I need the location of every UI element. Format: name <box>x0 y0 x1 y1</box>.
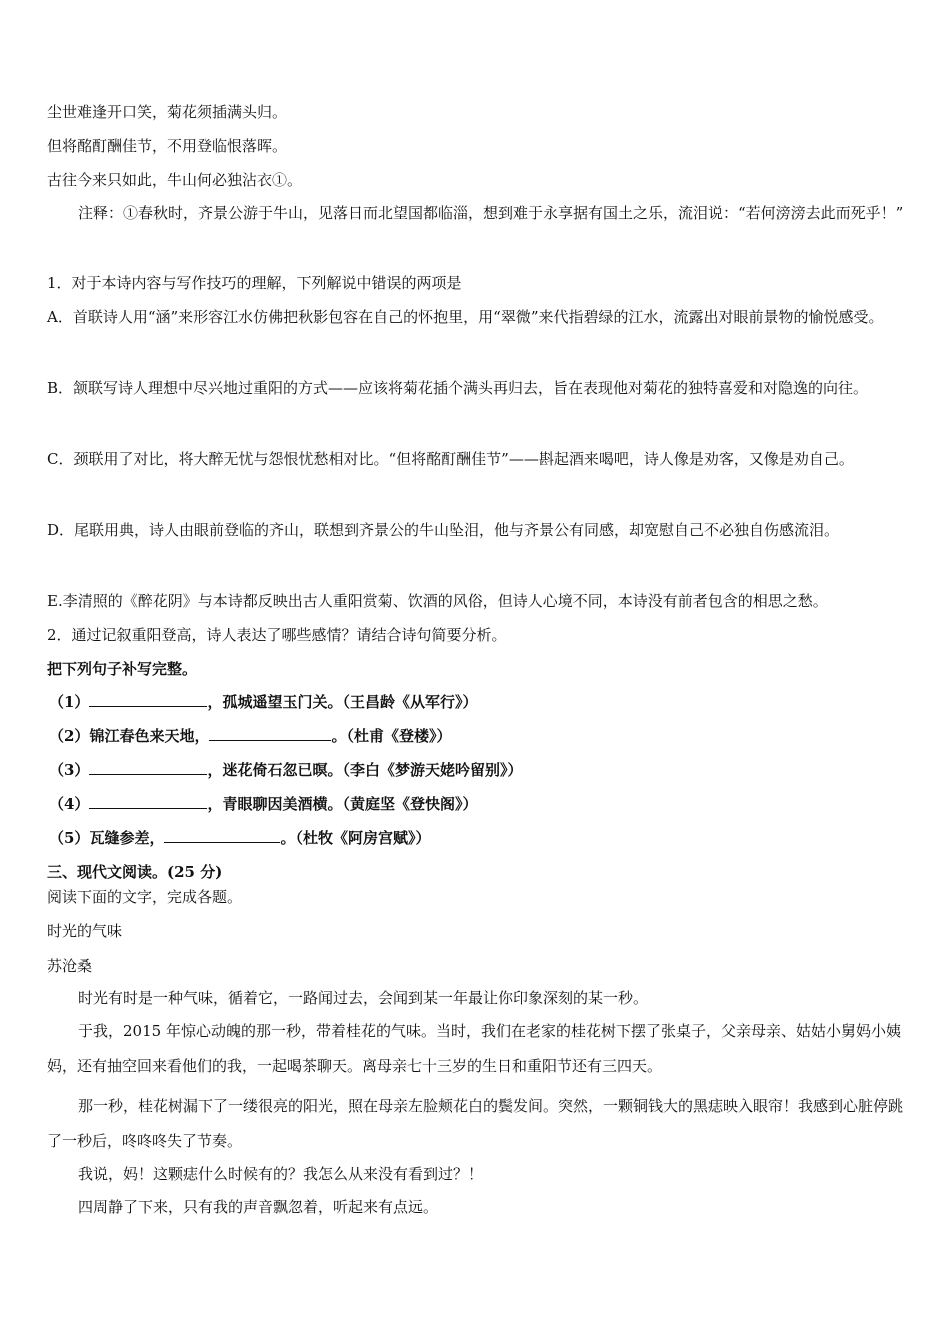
answer-blank[interactable] <box>89 760 207 775</box>
article-author: 苏沧桑 <box>47 957 93 975</box>
fill-item-5 <box>49 827 907 849</box>
article-paragraph-4: 我说，妈！这颗痣什么时候有的？我怎么从来没有看到过？！ <box>78 1165 484 1183</box>
article-paragraph-5: 四周静了下来，只有我的声音飘忽着，听起来有点远。 <box>78 1198 439 1216</box>
answer-blank[interactable] <box>89 692 207 707</box>
fill-item-text: 。（杜甫《登楼》） <box>331 727 452 745</box>
fill-heading: 把下列句子补写完整。 <box>47 660 198 678</box>
fill-item-text: ，迷花倚石忽已暝。（李白《梦游天姥吟留别》） <box>207 761 523 779</box>
fill-item-text: ，青眼聊因美酒横。（黄庭坚《登快阁》） <box>207 795 478 813</box>
answer-blank[interactable] <box>164 828 280 843</box>
question-1-option-c: C．颈联用了对比，将大醉无忧与怨恨忧愁相对比。“但将酩酊酬佳节”——斟起酒来喝吧，诗人像是劝客，又像是劝自己。 <box>47 450 854 468</box>
fill-item-number: （1） <box>49 693 90 711</box>
fill-item-3 <box>49 759 907 781</box>
fill-item-text: 瓦缝参差， <box>89 829 165 847</box>
section-3-heading: 三、现代文阅读。(25 分) <box>47 863 223 881</box>
article-paragraph-1: 时光有时是一种气味，循着它，一路闻过去，会闻到某一年最让你印象深刻的某一秒。 <box>78 989 649 1007</box>
fill-item-number: （4） <box>49 795 90 813</box>
fill-item-number: （2） <box>49 727 90 745</box>
poem-line-1: 尘世难逢开口笑，菊花须插满头归。 <box>47 103 288 121</box>
question-2: 2．通过记叙重阳登高，诗人表达了哪些感情？请结合诗句简要分析。 <box>47 626 507 644</box>
poem-note: 注释：①春秋时，齐景公游于牛山，见落日而北望国都临淄，想到难于永享据有国土之乐，流泪说：“若何滂滂去此而死乎！” <box>78 204 904 222</box>
question-1-option-b: B．颔联写诗人理想中尽兴地过重阳的方式——应该将菊花插个满头再归去，旨在表现他对菊花的独特喜爱和对隐逸的向往。 <box>47 379 869 397</box>
section-3-instruction: 阅读下面的文字，完成各题。 <box>47 888 243 906</box>
fill-item-4 <box>49 793 907 815</box>
question-1-option-d: D．尾联用典，诗人由眼前登临的齐山，联想到齐景公的牛山坠泪，他与齐景公有同感，却宽慰自己不必独自伤感流泪。 <box>47 521 840 539</box>
fill-item-2 <box>49 725 907 747</box>
poem-line-3: 古往今来只如此，牛山何必独沾衣①。 <box>47 171 303 189</box>
question-1-stem: 1．对于本诗内容与写作技巧的理解，下列解说中错误的两项是 <box>47 274 462 292</box>
answer-blank[interactable] <box>89 794 207 809</box>
fill-item-text: ，孤城遥望玉门关。（王昌龄《从军行》） <box>207 693 478 711</box>
question-1-option-a: A．首联诗人用“涵”来形容江水仿佛把秋影包容在自己的怀抱里，用“翠微”来代指碧绿的江水，流露出对眼前景物的愉悦感受。 <box>47 308 884 326</box>
fill-item-number: （5） <box>49 829 90 847</box>
fill-item-text: 。（杜牧《阿房宫赋》） <box>280 829 431 847</box>
fill-item-1 <box>49 691 907 713</box>
article-title: 时光的气味 <box>47 922 123 940</box>
poem-line-2: 但将酩酊酬佳节，不用登临恨落晖。 <box>47 137 288 155</box>
article-paragraph-2: 于我，2015 年惊心动魄的那一秒，带着桂花的气味。当时，我们在老家的桂花树下摆了张桌子，父亲母亲、姑姑小舅妈小姨妈，还有抽空回来看他们的我，一起喝茶聊天。离母亲七十三岁的生日和重阳节还有三四天。 <box>47 1022 901 1075</box>
fill-item-number: （3） <box>49 761 90 779</box>
answer-blank[interactable] <box>209 726 331 741</box>
fill-item-text: 锦江春色来天地， <box>89 727 210 745</box>
question-1-option-e: E.李清照的《醉花阴》与本诗都反映出古人重阳赏菊、饮酒的风俗，但诗人心境不同，本诗没有前者包含的相思之愁。 <box>47 592 828 610</box>
article-paragraph-3: 那一秒，桂花树漏下了一缕很亮的阳光，照在母亲左脸颊花白的鬓发间。突然，一颗铜钱大的黑痣映入眼帘！我感到心脏停跳了一秒后，咚咚咚失了节奏。 <box>47 1097 904 1150</box>
